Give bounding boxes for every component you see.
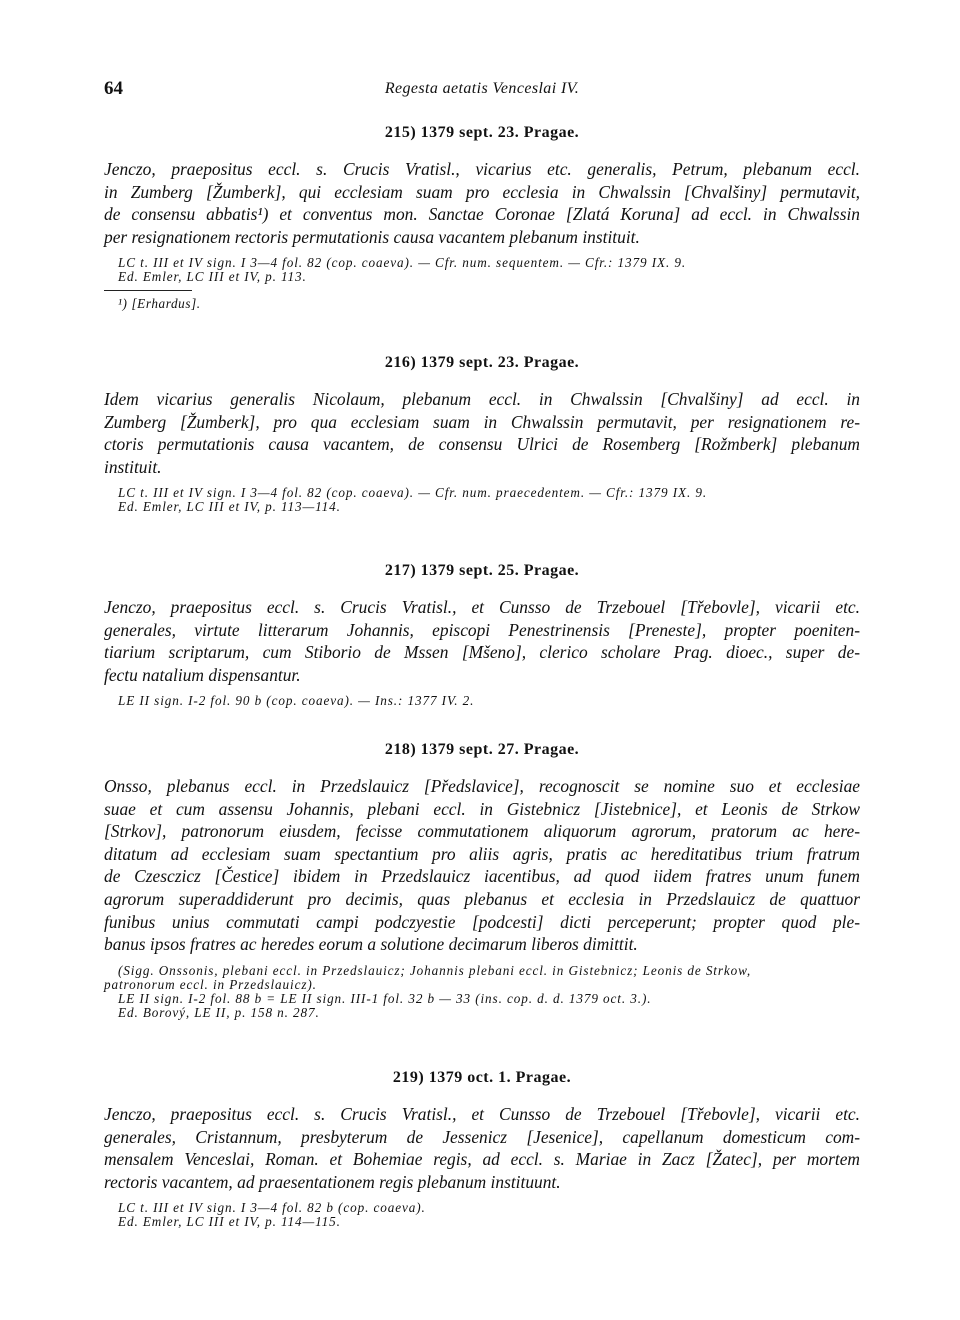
text-line: per resignationem rectoris permutationis causa vacantem plebanum instituit. [104,226,640,247]
source-notes [118,1201,860,1229]
footnote: ¹) [Erhardus]. [118,296,201,312]
text-line: [Strkov], patronorum eiusdem, fecisse commutationem aliquorum agrorum, pratorum ac here- [104,821,860,842]
page-number: 64 [104,78,123,99]
source-note: Ed. Emler, LC III et IV, p. 113. [118,269,307,285]
source-notes [118,256,860,284]
source-notes [118,486,860,514]
text-line: ditatum ad ecclesiam suam spectantium pro aliis agris, pratis ac hereditatibus trium fratrum [104,843,860,864]
source-note: LC t. III et IV sign. I 3—4 fol. 82 (cop. coaeva). — Cfr. num. sequentem. — Cfr.: 1379 IX. 9. [118,255,687,271]
entry-218 [104,741,860,1020]
source-note: Ed. Emler, LC III et IV, p. 114—115. [118,1214,341,1230]
source-notes [104,962,860,1020]
text-line: mensalem Venceslai, Roman. et Bohemiae regis, ad eccl. s. Mariae in Zacz [Žatec], per mortem [104,1149,860,1170]
entry-215 [104,124,860,312]
entry-heading: 216) 1379 sept. 23. Pragae. [384,354,580,371]
text-line: rectoris vacantem, ad praesentationem regis plebanum instituunt. [104,1171,561,1192]
text-line: banus ipsos fratres ac heredes eorum a solutione decimarum liberos dimittit. [104,934,638,955]
source-note: patronorum eccl. in Przedslauicz). [104,976,317,992]
source-note: LE II sign. I-2 fol. 90 b (cop. coaeva). — Ins.: 1377 IV. 2. [118,693,475,709]
entry-text [104,775,860,956]
entry-text [104,1103,860,1193]
text-line: instituit. [104,456,162,477]
text-line: Onsso, plebanus eccl. in Przedslauicz [Předslavice], recognoscit se nomine suo et ecclesiae [104,776,860,796]
source-notes [118,694,860,708]
text-line: Jenczo, praepositus eccl. s. Crucis Vratisl., vicarius etc. generalis, Petrum, plebanum eccl. [104,159,860,179]
page-header [104,78,860,102]
entry-text [104,596,860,686]
entry-216 [104,354,860,514]
text-line: in Zumberg [Žumberk], qui ecclesiam suam pro ecclesia in Chwalssin [Chvalšiny] permutavit, [104,181,860,202]
text-line: Jenczo, praepositus eccl. s. Crucis Vratisl., et Cunsso de Trzebouel [Třebovle], vicarii etc. [104,597,860,617]
entry-heading: 215) 1379 sept. 23. Pragae. [384,124,580,141]
text-line: generales, Cristannum, presbyterum de Jessenicz [Jesenice], capellanum domesticum com- [104,1126,860,1147]
text-line: agrorum superaddiderunt pro decimis, quas plebanus et ecclesia in Przedslauicz de quattuor [104,888,860,909]
entry-text [104,388,860,478]
running-title: Regesta aetatis Venceslai IV. [384,80,580,97]
text-line: de Czesczicz [Čestice] ibidem in Przedslauicz iacentibus, ad quod iidem fratres unum funem [104,866,860,887]
source-note: LE II sign. I-2 fol. 88 b = LE II sign. III-1 fol. 32 b — 33 (ins. cop. d. d. 1379 oct. 3.). [118,990,652,1006]
text-line: ctoris permutationis causa vacantem, de consensu Ulrici de Rosemberg [Rožmberk] plebanum [104,434,860,455]
entry-217 [104,562,860,708]
source-note: Ed. Borový, LE II, p. 158 n. 287. [118,1004,320,1020]
source-note: (Sigg. Onssonis, plebani eccl. in Przedslauicz; Johannis plebani eccl. in Gistebnicz; Leonis de Strkow, [118,962,752,978]
entry-heading: 217) 1379 sept. 25. Pragae. [384,562,580,579]
text-line: generales, virtute litterarum Johannis, episcopi Penestrinensis [Preneste], propter poeniten- [104,619,860,640]
source-note: LC t. III et IV sign. I 3—4 fol. 82 (cop. coaeva). — Cfr. num. praecedentem. — Cfr.: 1379 IX. 9. [118,485,708,501]
entry-heading: 218) 1379 sept. 27. Pragae. [384,741,580,758]
text-line: suae et cum assensu Johannis, plebani eccl. in Gistebnicz [Jistebnice], et Leonis de Strkow [104,798,860,819]
text-line: Jenczo, praepositus eccl. s. Crucis Vratisl., et Cunsso de Trzebouel [Třebovle], vicarii etc. [104,1104,860,1124]
entry-text [104,158,860,248]
text-line: Idem vicarius generalis Nicolaum, plebanum eccl. in Chwalssin [Chvalšiny] ad eccl. in [104,389,860,409]
entry-219 [104,1069,860,1229]
text-line: Zumberg [Žumberk], pro qua ecclesiam suam in Chwalssin permutavit, per resignationem re- [104,411,860,432]
text-line: fectu natalium dispensantur. [104,664,301,685]
text-line: tiarium scriptarum, cum Stiborio de Mssen [Mšeno], clerico scholare Prag. dioec., super de- [104,642,860,663]
source-note: LC t. III et IV sign. I 3—4 fol. 82 b (cop. coaeva). [118,1200,426,1216]
source-note: Ed. Emler, LC III et IV, p. 113—114. [118,499,341,515]
footnote-divider [104,290,192,291]
text-line: funibus unius commutati campi podczyestie [podcesti] dicti perceperunt; propter quod ple- [104,911,860,932]
text-line: de consensu abbatis¹) et conventus mon. Sanctae Coronae [Zlatá Koruna] ad eccl. in Chwalssin [104,204,860,225]
entry-heading: 219) 1379 oct. 1. Pragae. [392,1069,572,1086]
